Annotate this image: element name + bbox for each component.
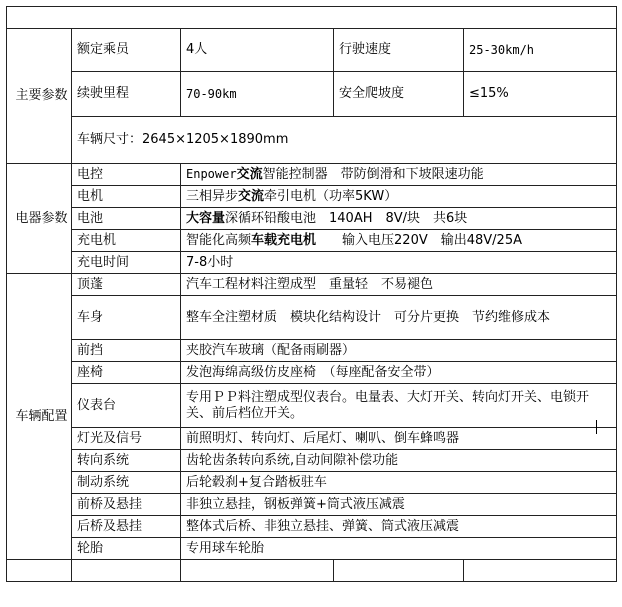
config-value: 非独立悬挂，钢板弹簧+筒式液压减震 <box>181 494 617 516</box>
charger-rest: 输入电压220V 输出48V/25A <box>316 232 522 248</box>
charge-time-value: 7-8小时 <box>181 252 617 274</box>
config-value: 专用ＰＰ料注塑成型仪表台。电量表、大灯开关、转向灯开关、电锁开关、前后档位开关。 <box>181 384 617 428</box>
config-value: 整车全注塑材质 模块化结构设计 可分片更换 节约维修成本 <box>181 296 617 340</box>
table-row <box>7 494 617 516</box>
config-value: 专用球车轮胎 <box>181 538 617 560</box>
range-value-text: 70-90km <box>186 86 237 101</box>
dimensions: 车辆尺寸：2645×1205×1890mm <box>72 117 617 164</box>
charger-emphasis: 车载充电机 <box>251 232 317 248</box>
speed-label: 行驶速度 <box>334 29 464 72</box>
config-value: 夹胶汽车玻璃（配备雨刷器） <box>181 340 617 362</box>
motor-pre: 三相异步 <box>186 188 239 204</box>
controller-emphasis: 交流 <box>236 167 263 182</box>
table-row <box>7 340 617 362</box>
controller-brand: Enpower <box>186 167 237 181</box>
seats-value: 4人 <box>181 29 334 72</box>
spec-table <box>6 6 617 582</box>
table-row <box>7 538 617 560</box>
section-config: 车辆配置 <box>7 274 72 560</box>
table-row <box>7 29 617 72</box>
config-label: 前挡 <box>72 340 181 362</box>
table-row <box>7 516 617 538</box>
charger-pre: 智能化高频 <box>186 232 252 248</box>
battery-label: 电池 <box>72 208 181 230</box>
slope-label: 安全爬坡度 <box>334 72 464 117</box>
charge-time-label: 充电时间 <box>72 252 181 274</box>
table-row <box>7 362 617 384</box>
motor-label: 电机 <box>72 186 181 208</box>
table-row <box>7 274 617 296</box>
charger-value <box>181 230 617 252</box>
battery-value <box>181 208 617 230</box>
range-label: 续驶里程 <box>72 72 181 117</box>
config-label: 轮胎 <box>72 538 181 560</box>
config-label: 灯光及信号 <box>72 428 181 450</box>
controller-label: 电控 <box>72 164 181 186</box>
table-row <box>7 450 617 472</box>
footer-empty-cell <box>464 560 617 582</box>
table-row <box>7 72 617 117</box>
config-label: 后桥及悬挂 <box>72 516 181 538</box>
motor-value <box>181 186 617 208</box>
config-label: 仪表台 <box>72 384 181 428</box>
config-value: 整体式后桥、非独立悬挂、弹簧、筒式液压减震 <box>181 516 617 538</box>
controller-value <box>181 164 617 186</box>
motor-emphasis: 交流 <box>238 188 265 204</box>
table-row <box>7 472 617 494</box>
section-electric: 电器参数 <box>7 164 72 274</box>
section-main: 主要参数 <box>7 29 72 164</box>
slope-value: ≤15% <box>464 72 617 117</box>
config-value: 汽车工程材料注塑成型 重量轻 不易褪色 <box>181 274 617 296</box>
footer-empty-cell <box>7 560 72 582</box>
table-row <box>7 7 617 29</box>
speed-value <box>464 29 617 72</box>
table-row <box>7 208 617 230</box>
text-cursor <box>596 420 597 434</box>
footer-empty-cell <box>181 560 334 582</box>
config-label: 车身 <box>72 296 181 340</box>
config-label: 座椅 <box>72 362 181 384</box>
config-value: 发泡海绵高级仿皮座椅 （每座配备安全带） <box>181 362 617 384</box>
config-label: 顶蓬 <box>72 274 181 296</box>
seats-label: 额定乘员 <box>72 29 181 72</box>
config-value: 后轮毂刹+复合踏板驻车 <box>181 472 617 494</box>
range-value <box>181 72 334 117</box>
table-row <box>7 384 617 428</box>
footer-empty-cell <box>334 560 464 582</box>
config-label: 转向系统 <box>72 450 181 472</box>
table-row <box>7 252 617 274</box>
header-empty-cell <box>7 7 617 29</box>
footer-empty-cell <box>72 560 181 582</box>
table-row <box>7 186 617 208</box>
table-row <box>7 230 617 252</box>
battery-rest: 深循环铅酸电池 140AH 8V/块 共6块 <box>225 210 468 226</box>
config-value: 齿轮齿条转向系统,自动间隙补偿功能 <box>181 450 617 472</box>
table-row <box>7 428 617 450</box>
spec-sheet <box>6 6 616 602</box>
charger-label: 充电机 <box>72 230 181 252</box>
table-row <box>7 296 617 340</box>
config-value: 前照明灯、转向灯、后尾灯、喇叭、倒车蜂鸣器 <box>181 428 617 450</box>
table-row <box>7 117 617 164</box>
battery-emphasis: 大容量 <box>186 210 226 226</box>
config-label: 制动系统 <box>72 472 181 494</box>
motor-rest: 牵引电机（功率5KW） <box>264 188 398 204</box>
config-label: 前桥及悬挂 <box>72 494 181 516</box>
controller-rest: 智能控制器 带防倒滑和下坡限速功能 <box>262 167 484 182</box>
speed-value-text: 25-30km/h <box>469 42 535 57</box>
table-row <box>7 164 617 186</box>
table-row <box>7 560 617 582</box>
